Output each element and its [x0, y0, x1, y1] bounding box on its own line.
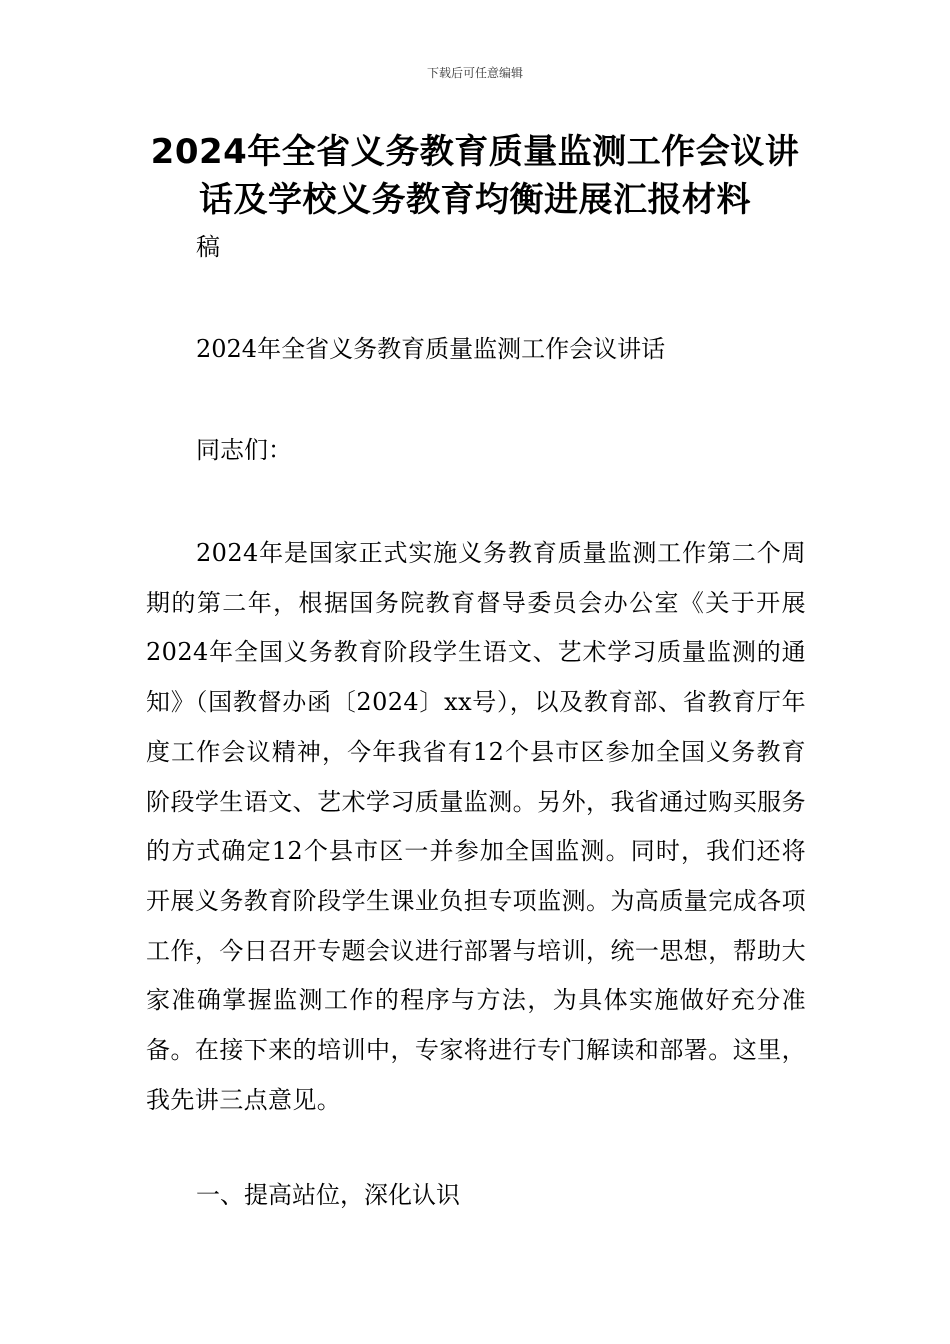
speech-subtitle: 2024年全省义务教育质量监测工作会议讲话: [196, 335, 666, 363]
salutation: 同志们：: [196, 436, 292, 464]
body-paragraph: 2024年是国家正式实施义务教育质量监测工作第二个周期的第二年，根据国务院教育督导委员会办公室《关于开展2024年全国义务教育阶段学生语文、艺术学习质量监测的通知》（国教督办函〔2024〕xx号），以及教育部、省教育厅年度工作会议精神，今年我省有12个县市区参加全国义务教育阶段学生语文、艺术学习质量监测。另外，我省通过购买服务的方式确定12个县市区一并参加全国监测。同时，我们还将开展义务教育阶段学生课业负担专项监测。为高质量完成各项工作，今日召开专题会议进行部署与培训，统一思想，帮助大家准确掌握监测工作的程序与方法，为具体实施做好充分准备。在接下来的培训中，专家将进行专门解读和部署。这里，我先讲三点意见。: [146, 539, 806, 1114]
section-heading: 一、提高站位，深化认识: [196, 1181, 460, 1209]
header-note: 下载后可任意编辑: [426, 66, 523, 80]
document-title-continuation: 稿: [196, 233, 220, 261]
document-title: 2024年全省义务教育质量监测工作会议讲话及学校义务教育均衡进展汇报材料: [150, 132, 800, 220]
